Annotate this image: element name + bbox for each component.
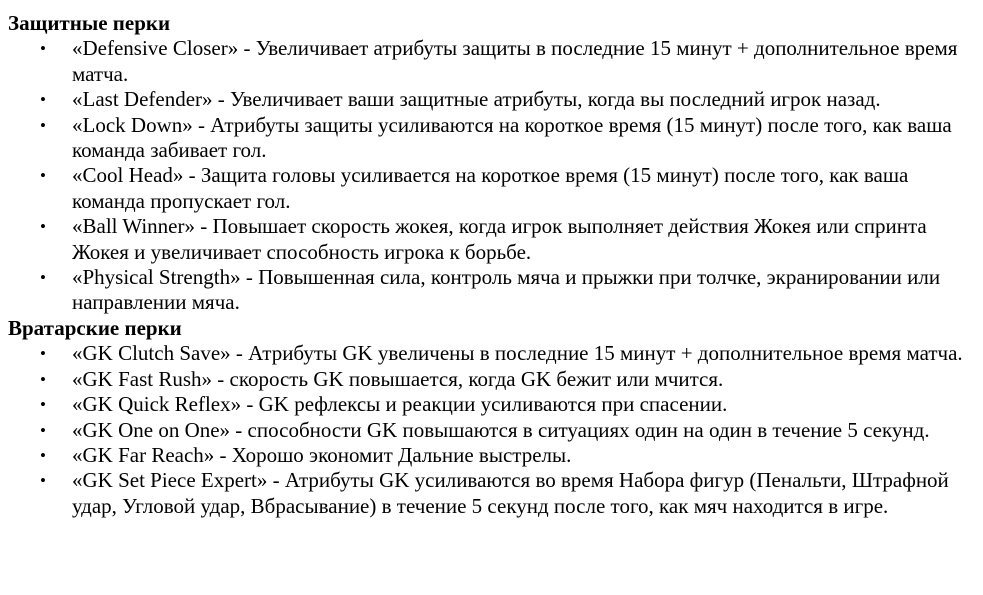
bullet-icon: •	[40, 471, 46, 491]
bullet-icon: •	[40, 344, 46, 364]
list-item	[8, 265, 983, 316]
bullet-icon: •	[40, 115, 46, 135]
goalkeeper-perks-heading: Вратарские перки	[8, 315, 182, 340]
bullet-icon: •	[40, 268, 46, 288]
list-item-text: «GK Quick Reflex» - GK рефлексы и реакции усиливаются при спасении.	[72, 392, 728, 417]
list-item	[8, 163, 983, 214]
list-item-text: «Last Defender» - Увеличивает ваши защитные атрибуты, когда вы последний игрок назад.	[72, 87, 881, 112]
bullet-icon: •	[40, 90, 46, 110]
list-item-text: «Defensive Closer» - Увеличивает атрибуты защиты в последние 15 минут + дополнительное время матча.	[72, 36, 958, 86]
bullet-icon: •	[40, 369, 46, 389]
defensive-perks-heading: Защитные перки	[8, 11, 171, 35]
list-item	[8, 87, 983, 112]
list-item	[8, 341, 983, 366]
list-item-text: «GK Set Piece Expert» - Атрибуты GK усиливаются во время Набора фигур (Пенальти, Штрафной удар, Угловой удар, Вбрасывание) в течение 5 секунд после того, как мяч находится в игре.	[72, 468, 949, 518]
list-item	[8, 443, 983, 468]
list-item-text: «Lock Down» - Атрибуты защиты усиливаются на короткое время (15 минут) после того, как ваша команда забивает гол.	[72, 112, 952, 163]
list-item-text: «GK One on One» - способности GK повышаются в ситуациях один на один в течение 5 секунд.	[72, 417, 930, 442]
list-item-text: «Physical Strength» - Повышенная сила, контроль мяча и прыжки при толчке, экранировании или направлении мяча.	[72, 265, 941, 315]
list-item	[8, 392, 983, 417]
list-item	[8, 418, 983, 443]
bullet-icon: •	[40, 445, 46, 465]
bullet-icon: •	[40, 166, 46, 186]
bullet-icon: •	[40, 395, 46, 415]
bullet-icon: •	[40, 217, 46, 237]
bullet-icon: •	[40, 39, 46, 59]
goalkeeper-perks-list	[8, 341, 983, 519]
list-item	[8, 36, 983, 87]
list-item-text: «GK Fast Rush» - скорость GK повышается, когда GK бежит или мчится.	[72, 366, 724, 391]
bullet-icon: •	[40, 420, 46, 440]
list-item-text: «Cool Head» - Защита головы усиливается на короткое время (15 минут) после того, как ваша команда пропускает гол.	[72, 163, 909, 213]
list-item-text: «GK Far Reach» - Хорошо экономит Дальние выстрелы.	[72, 442, 572, 467]
defensive-perks-list	[8, 36, 983, 315]
list-item-text: «Ball Winner» - Повышает скорость жокея, когда игрок выполняет действия Жокея или спринта Жокея и увеличивает способность игрока к борьбе.	[72, 214, 927, 264]
list-item	[8, 113, 983, 164]
list-item	[8, 214, 983, 265]
list-item	[8, 468, 983, 519]
list-item	[8, 367, 983, 392]
list-item-text: «GK Clutch Save» - Атрибуты GK увеличены в последние 15 минут + дополнительное время матча.	[72, 341, 963, 366]
